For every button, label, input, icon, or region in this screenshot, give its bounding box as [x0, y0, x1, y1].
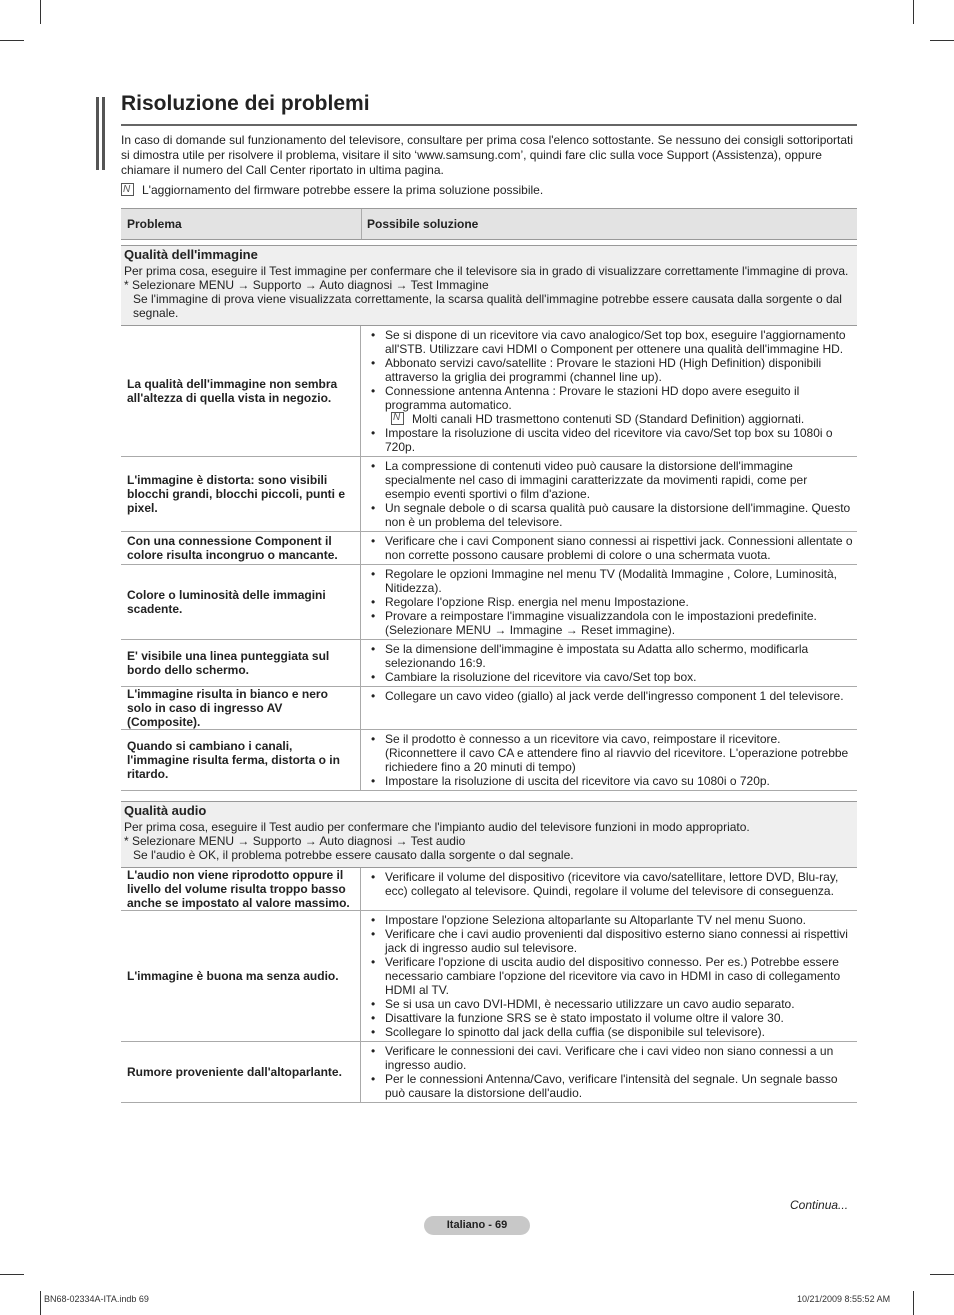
note-icon [391, 412, 404, 425]
solution-item: • Disattivare la funzione SRS se è stato impostato il volume oltre il valore 30. [369, 1011, 853, 1025]
solution-cell [361, 687, 857, 729]
print-info-right: 10/21/2009 8:55:52 AM [797, 1294, 891, 1304]
solution-item: • Se il prodotto è connesso a un ricevitore via cavo, reimpostare il ricevitore. (Riconnettere il cavo CA e attendere fino al riavvio del ricevitore. L'operazione potrebbe richiedere fino a 20 minuti di tempo) [369, 732, 853, 774]
section-0 [121, 245, 857, 326]
note-icon [121, 183, 134, 196]
solution-cell [361, 565, 857, 639]
section-line: * Selezionare MENU → Supporto → Auto diagnosi → Test audio [124, 834, 466, 848]
problem-text: L'immagine risulta in bianco e nero solo in caso di ingresso AV (Composite). [127, 687, 328, 729]
header-solution: Possibile soluzione [367, 217, 479, 231]
crop-mark [40, 0, 41, 24]
problem-cell [121, 640, 361, 686]
solution-item: • Impostare la risoluzione di uscita del ricevitore via cavo su 1080i o 720p. [369, 774, 853, 788]
problem-cell [121, 326, 361, 456]
section-line: Per prima cosa, eseguire il Test audio per confermare che l'impianto audio del televisore funzioni in modo appropriato. [124, 820, 750, 834]
intro-text: In caso di domande sul funzionamento del televisore, consultare per prima cosa l'elenco sottostante. Se nessuno dei consigli sottoriportati si dimostra utile per risolvere il problema, visitare il sito ‘www.samsung.com’, quindi fare clic sulla voce Support (Assistenza), oppure chiamare il numero del Call Center riportato in ultima pagina. [121, 133, 854, 177]
table-row [121, 457, 857, 532]
solution-item: • Se la dimensione dell'immagine è impostata su Adatta allo schermo, modificarla selezionando 16:9. [369, 642, 853, 670]
problem-text: L'audio non viene riprodotto oppure il livello del volume risulta troppo basso anche se impostato al valore massimo. [127, 868, 350, 910]
solution-cell [361, 640, 857, 686]
problem-cell [121, 565, 361, 639]
section-line: * Selezionare MENU → Supporto → Auto diagnosi → Test Immagine [124, 278, 489, 292]
solution-cell [361, 532, 857, 564]
table-row [121, 640, 857, 687]
problem-cell [121, 687, 361, 729]
header-problem: Problema [127, 217, 182, 231]
solution-cell [361, 868, 857, 910]
solution-cell [361, 911, 857, 1041]
solution-item: • Verificare il volume del dispositivo (ricevitore via cavo/satellitare, lettore DVD, Blu-ray, ecc) collegato al televisore. Quindi, regolare il volume del televisore di conseguenza. [369, 870, 853, 898]
solution-item: • Abbonato servizi cavo/satellite : Provare le stazioni HD (High Definition) disponibili attraverso la griglia dei programmi (channel line up). [369, 356, 853, 384]
print-info-left: BN68-02334A-ITA.indb 69 [44, 1294, 149, 1304]
problem-text: Con una connessione Component il colore risulta incongruo o mancante. [127, 534, 338, 562]
solution-item: • Verificare le connessioni dei cavi. Verificare che i cavi video non siano connessi a un ingresso audio. [369, 1044, 853, 1072]
problem-cell [121, 730, 361, 790]
solution-item: • Provare a reimpostare l'immagine visualizzandola con le impostazioni predefinite. (Selezionare MENU → Immagine → Reset immagine). [369, 609, 853, 637]
solution-item: • Se si usa un cavo DVI-HDMI, è necessario utilizzare un cavo audio separato. [369, 997, 853, 1011]
problem-cell [121, 911, 361, 1041]
problem-text: E' visibile una linea punteggiata sul bordo dello schermo. [127, 649, 330, 677]
solution-item: • Per le connessioni Antenna/Cavo, verificare l'intensità del segnale. Un segnale basso può causare la distorsione dell'audio. [369, 1072, 853, 1100]
table-row [121, 730, 857, 791]
table-row [121, 565, 857, 640]
table-row [121, 326, 857, 457]
table-header [121, 208, 857, 240]
page-title: Risoluzione dei problemi [121, 92, 370, 115]
solution-item: • Scollegare lo spinotto dal jack della cuffia (se disponibile sul televisore). [369, 1025, 853, 1039]
page-number: Italiano - 69 [424, 1216, 530, 1235]
solution-item: • Impostare l'opzione Seleziona altoparlante su Altoparlante TV nel menu Suono. [369, 913, 853, 927]
table-row [121, 911, 857, 1042]
solution-cell [361, 457, 857, 531]
solution-item: • Connessione antenna Antenna : Provare le stazioni HD dopo avere eseguito il programma automatico. [369, 384, 853, 412]
solution-item: • Regolare l'opzione Risp. energia nel menu Impostazione. [369, 595, 853, 609]
crop-mark [913, 1291, 914, 1315]
crop-mark [930, 40, 954, 41]
table-row [121, 868, 857, 911]
troubleshooting-table [121, 245, 857, 1103]
solution-cell [361, 1042, 857, 1102]
section-line: Per prima cosa, eseguire il Test immagine per confermare che il televisore sia in grado di visualizzare correttamente l'immagine di prova. [124, 264, 849, 278]
problem-text: L'immagine è buona ma senza audio. [127, 969, 339, 983]
crop-mark [0, 1274, 24, 1275]
solution-item: • Regolare le opzioni Immagine nel menu TV (Modalità Immagine , Colore, Luminosità, Nitidezza). [369, 567, 853, 595]
problem-text: L'immagine è distorta: sono visibili blocchi grandi, blocchi piccoli, punti e pixel. [127, 473, 346, 515]
solution-item: • Se si dispone di un ricevitore via cavo analogico/Set top box, eseguire l'aggiornamento all'STB. Utilizzare cavi HDMI o Component per ottenere una qualità dell'immagine HD. [369, 328, 853, 356]
section-1 [121, 801, 857, 868]
crop-mark [0, 40, 24, 41]
problem-cell [121, 532, 361, 564]
title-divider [121, 124, 857, 126]
solution-cell [361, 326, 857, 456]
solution-item: • Verificare l'opzione di uscita audio del dispositivo connesso. Per es.) Potrebbe essere necessario cambiare l'opzione del ricevitore via cavo in HDMI in caso di collegamento HDMI al TV. [369, 955, 853, 997]
solution-item: • Cambiare la risoluzione del ricevitore via cavo/Set top box. [369, 670, 853, 684]
section-title: Qualità audio [124, 803, 207, 818]
table-row [121, 687, 857, 730]
solution-item: • La compressione di contenuti video può causare la distorsione dell'immagine specialmente nel caso di immagini caratterizzate da movimenti rapidi, come per esempio eventi sportivi o film d'azione. [369, 459, 853, 501]
firmware-note-text: L'aggiornamento del firmware potrebbe essere la prima soluzione possibile. [142, 183, 544, 197]
problem-text: Rumore proveniente dall'altoparlante. [127, 1065, 342, 1079]
crop-mark [40, 1291, 41, 1315]
firmware-note [121, 183, 543, 198]
section-line: Se l'audio è OK, il problema potrebbe essere causato dalla sorgente o dal segnale. [133, 848, 574, 862]
solution-cell [361, 730, 857, 790]
crop-mark [913, 0, 914, 24]
problem-cell [121, 868, 361, 910]
solution-note-text: Molti canali HD trasmettono contenuti SD (Standard Definition) aggiornati. [412, 412, 805, 426]
solution-item: • Verificare che i cavi audio provenienti dal dispositivo esterno siano connessi ai rispettivi jack di ingresso audio sul televisore. [369, 927, 853, 955]
table-row [121, 532, 857, 565]
problem-text: Colore o luminosità delle immagini scadente. [127, 588, 326, 616]
continua-label: Continua... [790, 1198, 849, 1212]
problem-text: Quando si cambiano i canali, l'immagine risulta ferma, distorta o in ritardo. [127, 739, 340, 781]
solution-item: • Impostare la risoluzione di uscita video del ricevitore via cavo/Set top box su 1080i o 720p. [369, 426, 853, 454]
problem-cell [121, 457, 361, 531]
section-line: Se l'immagine di prova viene visualizzata correttamente, la scarsa qualità dell'immagine potrebbe essere causata dalla sorgente o dal segnale. [133, 292, 842, 320]
solution-item: • Collegare un cavo video (giallo) al jack verde dell'ingresso component 1 del televisore. [369, 689, 853, 703]
solution-note [369, 412, 853, 426]
crop-mark [930, 1274, 954, 1275]
solution-item: • Un segnale debole o di scarsa qualità può causare la distorsione dell'immagine. Questo non è un problema del televisore. [369, 501, 853, 529]
solution-item: • Verificare che i cavi Component siano connessi ai rispettivi jack. Connessioni allentate o non corrette possono causare problemi di colore o una schermata vuota. [369, 534, 853, 562]
problem-text: La qualità dell'immagine non sembra all'altezza di quella vista in negozio. [127, 377, 338, 405]
problem-cell [121, 1042, 361, 1102]
table-row [121, 1042, 857, 1103]
section-title: Qualità dell'immagine [124, 247, 258, 262]
